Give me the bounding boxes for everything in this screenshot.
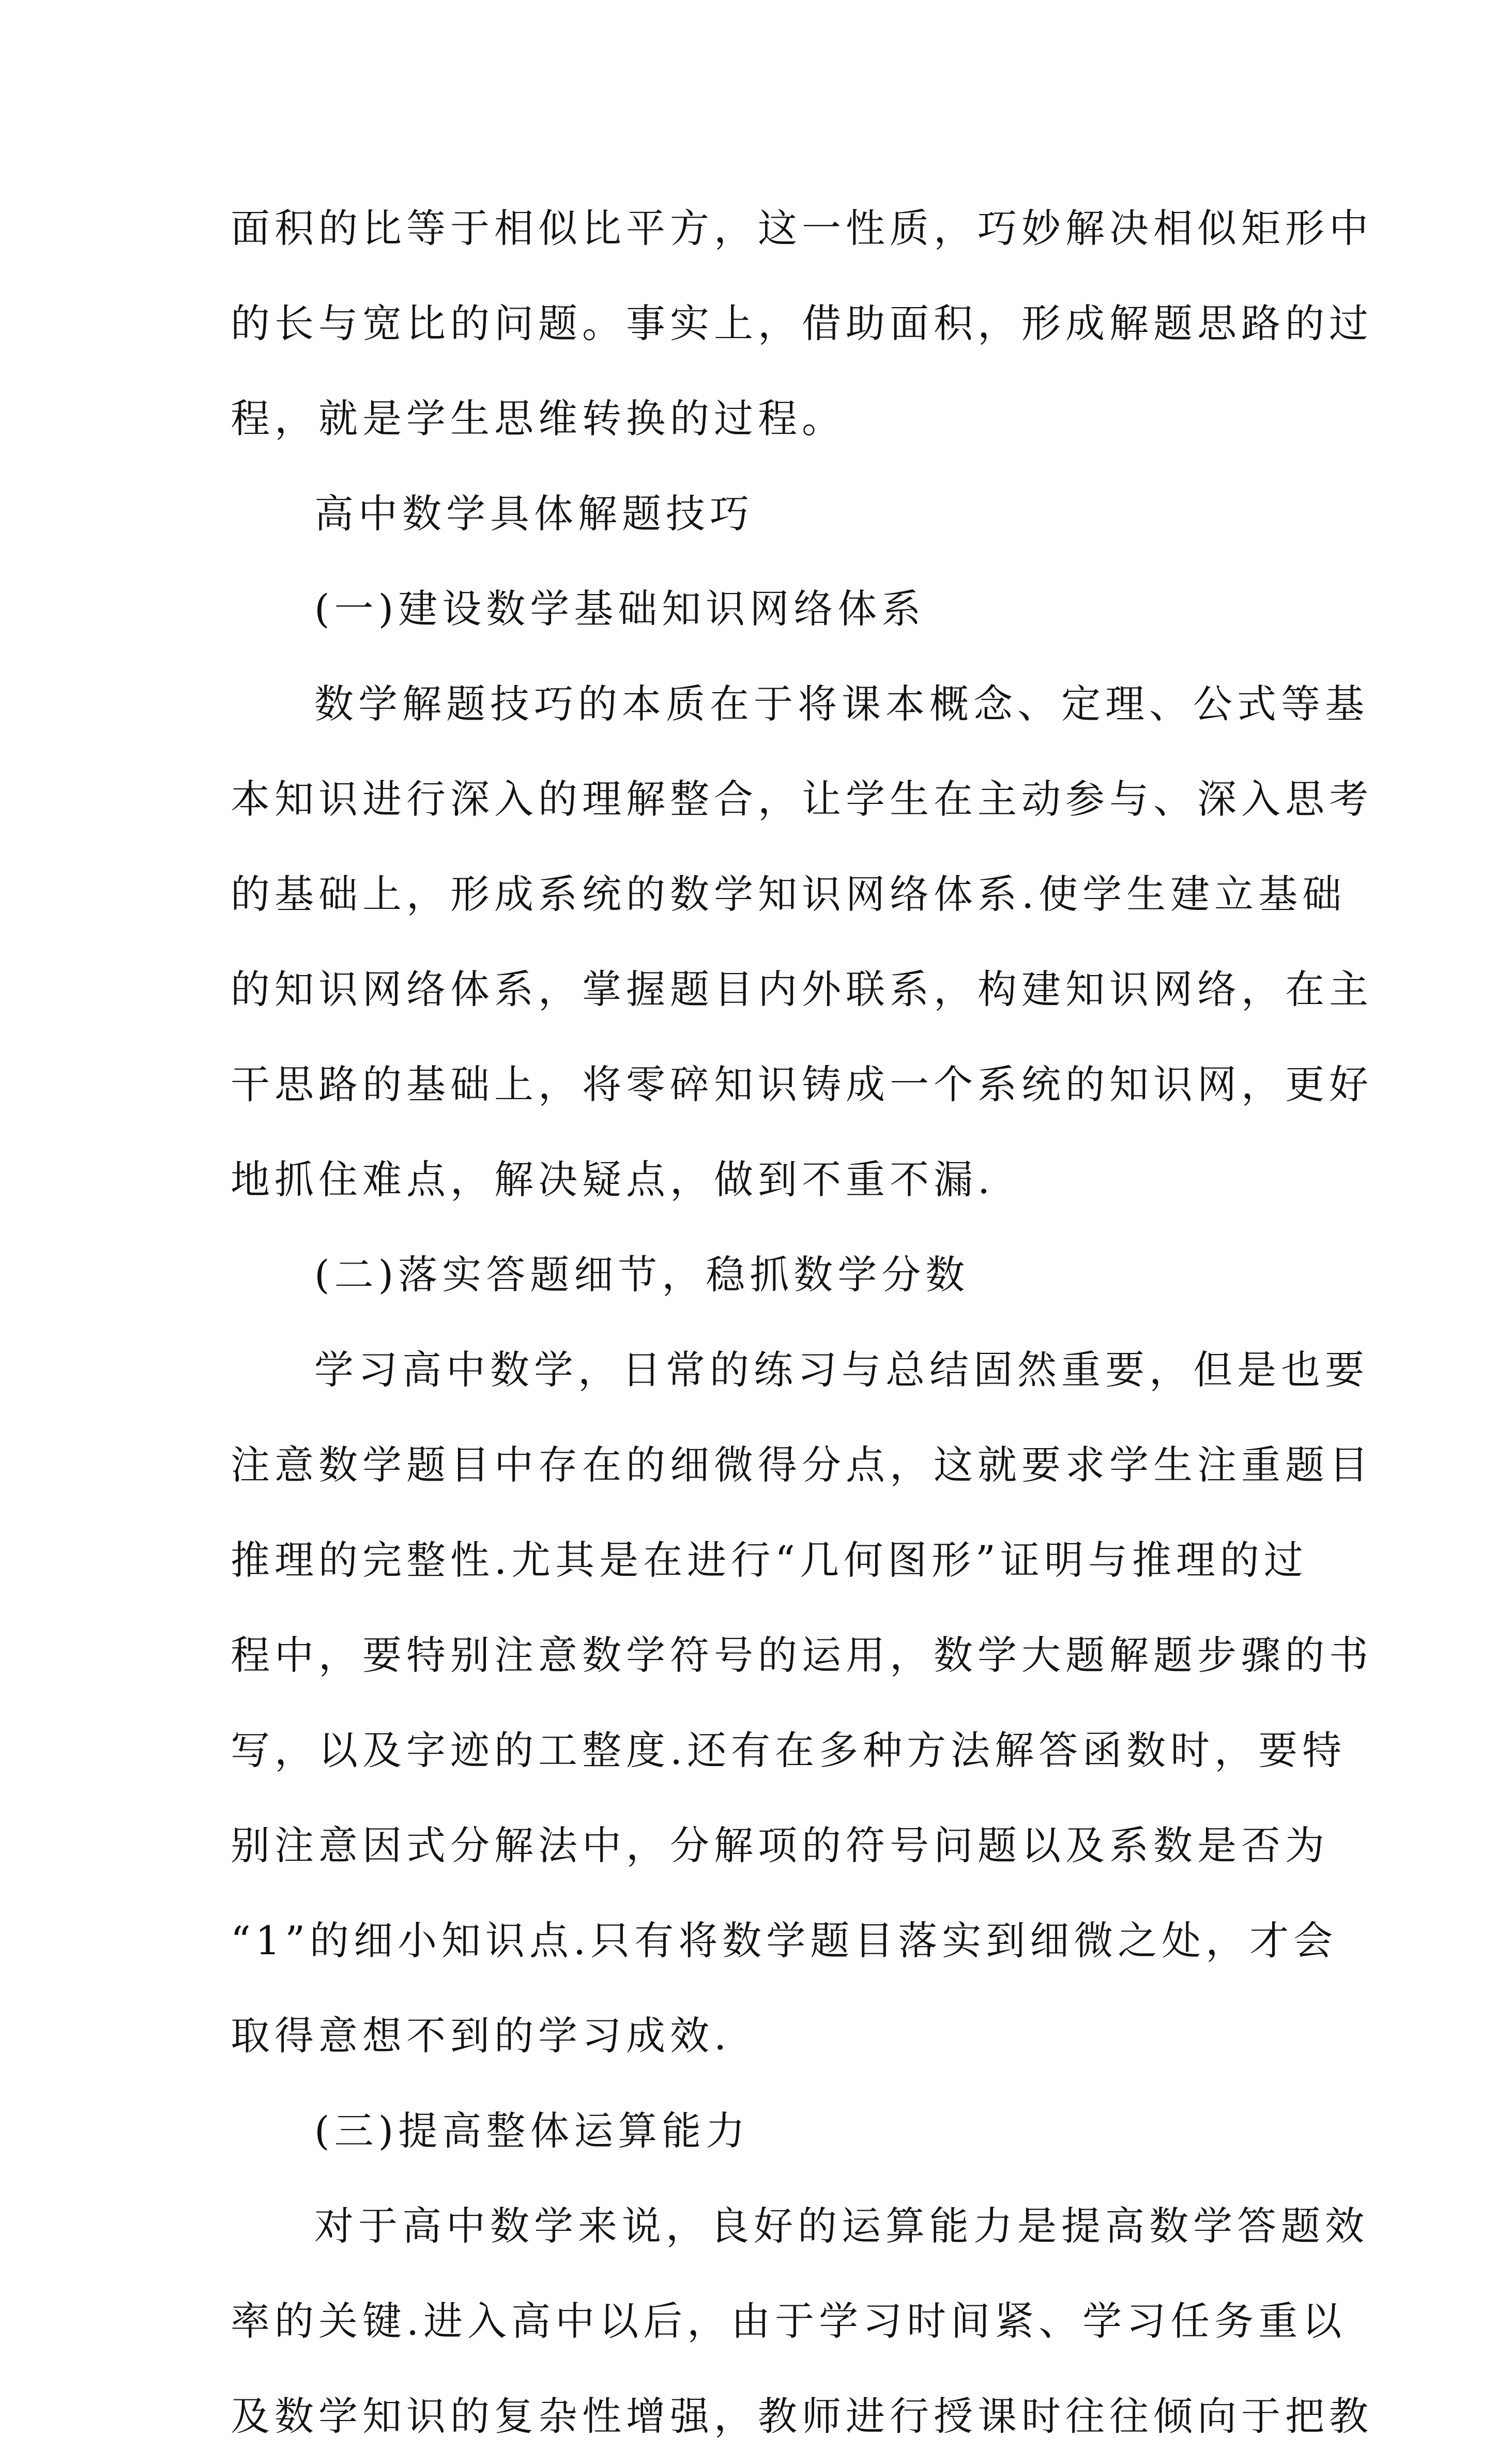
text-line: “1”的细小知识点.只有将数学题目落实到细微之处，才会 [231, 1918, 1338, 1964]
text-line: 推理的完整性.尤其是在进行“几何图形”证明与推理的过 [231, 1537, 1308, 1583]
text-line: 写，以及字迹的工整度.还有在多种方法解答函数时，要特 [231, 1727, 1347, 1773]
text-line: 对于高中数学来说，良好的运算能力是提高数学答题效 [314, 2203, 1369, 2249]
text-line: 高中数学具体解题技巧 [314, 491, 754, 537]
text-line: 地抓住难点，解决疑点，做到不重不漏. [231, 1157, 995, 1203]
text-line: (二)落实答题细节，稳抓数学分数 [314, 1252, 970, 1298]
text-line: (一)建设数学基础知识网络体系 [314, 586, 926, 632]
text-line: 干思路的基础上，将零碎知识铸成一个系统的知识网，更好 [231, 1061, 1373, 1107]
text-line: 及数学知识的复杂性增强，教师进行授课时往往倾向于把教 [231, 2393, 1373, 2439]
text-line: 率的关键.进入高中以后，由于学习时间紧、学习任务重以 [231, 2298, 1347, 2344]
text-line: 学习高中数学，日常的练习与总结固然重要，但是也要 [314, 1347, 1369, 1393]
text-line: 的知识网络体系，掌握题目内外联系，构建知识网络，在主 [231, 966, 1373, 1012]
text-line: 取得意想不到的学习成效. [231, 2013, 731, 2059]
text-line: 本知识进行深入的理解整合，让学生在主动参与、深入思考 [231, 776, 1373, 822]
text-line: (三)提高整体运算能力 [314, 2108, 750, 2154]
text-line: 的基础上，形成系统的数学知识网络体系.使学生建立基础 [231, 871, 1347, 917]
text-line: 程中，要特别注意数学符号的运用，数学大题解题步骤的书 [231, 1632, 1373, 1678]
text-line: 注意数学题目中存在的细微得分点，这就要求学生注重题目 [231, 1442, 1373, 1488]
text-line: 别注意因式分解法中，分解项的符号问题以及系数是否为 [231, 1822, 1329, 1868]
text-line: 面积的比等于相似比平方，这一性质，巧妙解决相似矩形中 [231, 205, 1373, 251]
text-line: 数学解题技巧的本质在于将课本概念、定理、公式等基 [314, 681, 1369, 727]
text-line: 程，就是学生思维转换的过程。 [231, 396, 846, 442]
text-line: 的长与宽比的问题。事实上，借助面积，形成解题思路的过 [231, 300, 1373, 346]
body-text [231, 181, 1373, 2464]
